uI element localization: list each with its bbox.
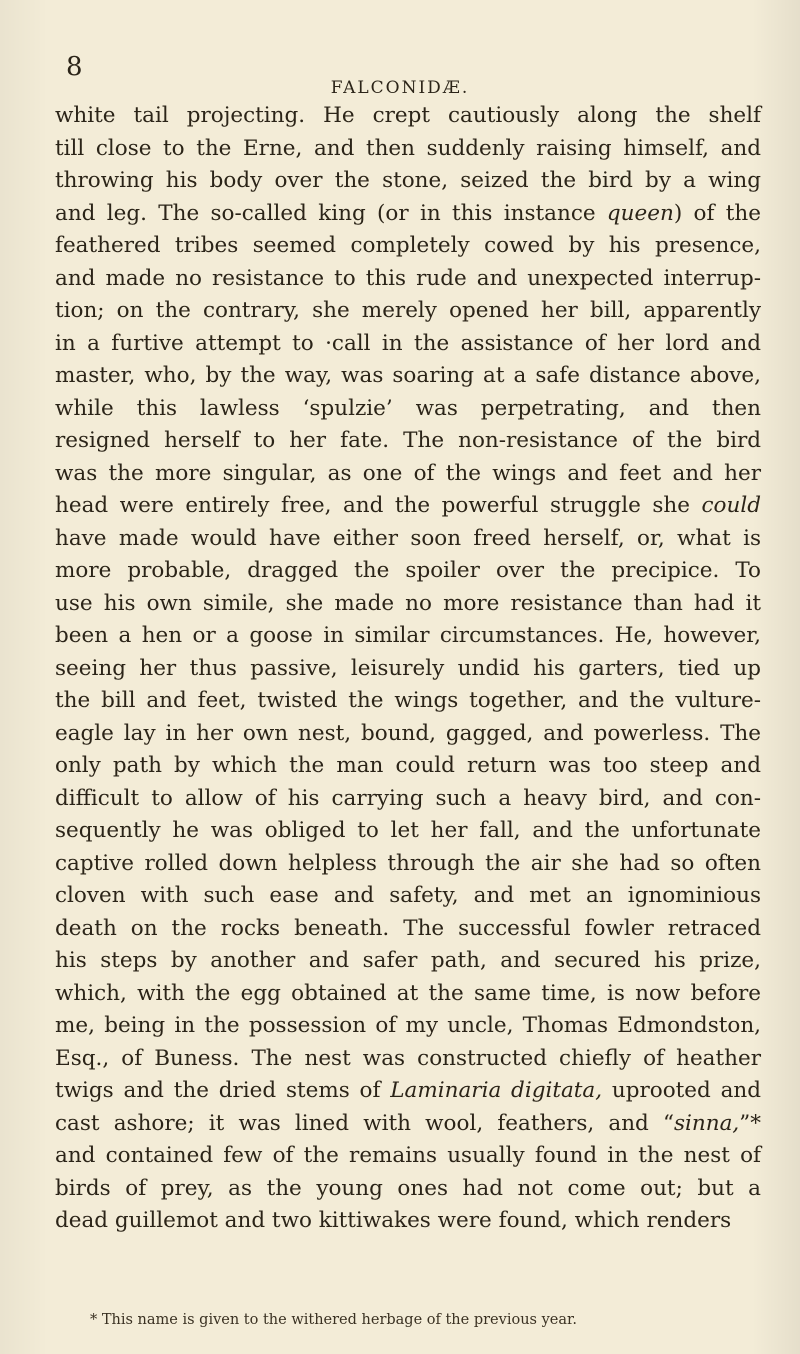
text-line bbox=[55, 360, 761, 393]
text-line bbox=[55, 295, 761, 328]
text-segment: cast ashore; it was lined with wool, feathers, and “ bbox=[55, 1110, 674, 1136]
text-segment: dead guillemot and two kittiwakes were found, which renders bbox=[55, 1208, 732, 1233]
text-line bbox=[55, 393, 761, 426]
text-line bbox=[55, 100, 761, 133]
text-segment: throwing his body over the stone, seized the bird by a wing bbox=[55, 168, 761, 193]
text-line bbox=[55, 588, 761, 621]
text-segment: uprooted and bbox=[602, 1078, 762, 1103]
text-segment: twigs and the dried stems of bbox=[55, 1078, 391, 1103]
text-line bbox=[55, 945, 761, 978]
text-line bbox=[55, 165, 761, 198]
text-segment: his steps by another and safer path, and secured his prize, bbox=[55, 948, 761, 973]
text-segment: cloven with such ease and safety, and met an ignominious bbox=[55, 883, 761, 908]
text-segment: use his own simile, she made no more resistance than had it bbox=[55, 590, 761, 616]
text-line bbox=[55, 750, 761, 783]
page-number: 8 bbox=[66, 52, 83, 82]
text-line bbox=[55, 133, 761, 166]
italic-text: could bbox=[701, 493, 761, 518]
italic-text: sinna, bbox=[673, 1110, 740, 1136]
text-segment: me, being in the possession of my uncle, Thomas Edmondston, bbox=[55, 1013, 761, 1038]
text-segment: eagle lay in her own nest, bound, gagged, and powerless. The bbox=[55, 720, 761, 746]
text-segment: more probable, dragged the spoiler over the precipice. To bbox=[55, 558, 761, 583]
text-segment: ) of the bbox=[673, 200, 761, 226]
text-line bbox=[55, 685, 761, 718]
text-segment: death on the rocks beneath. The successful fowler retraced bbox=[55, 915, 761, 941]
text-segment: was the more singular, as one of the wings and feet and her bbox=[55, 460, 761, 486]
text-line bbox=[55, 620, 761, 653]
text-segment: head were entirely free, and the powerful struggle she bbox=[55, 493, 702, 518]
text-line bbox=[55, 198, 761, 231]
text-line bbox=[55, 718, 761, 751]
body-text bbox=[55, 100, 761, 1238]
text-line bbox=[55, 1205, 761, 1238]
text-segment: ”* bbox=[739, 1110, 761, 1136]
text-segment: master, who, by the way, was soaring at a safe distance above, bbox=[55, 363, 761, 388]
text-line bbox=[55, 1140, 761, 1173]
running-head: FALCONIDÆ. bbox=[330, 78, 470, 98]
text-segment: and leg. The so-called king (or in this instance bbox=[55, 200, 607, 226]
text-segment: Esq., of Buness. The nest was constructed chiefly of heather bbox=[55, 1045, 761, 1071]
text-segment: tion; on the contrary, she merely opened her bill, apparently bbox=[55, 298, 761, 323]
text-line bbox=[55, 848, 761, 881]
text-segment: and contained few of the remains usually found in the nest of bbox=[55, 1143, 761, 1168]
text-segment: while this lawless ‘spulzie’ was perpetrating, and then bbox=[55, 395, 761, 421]
text-line bbox=[55, 1043, 761, 1076]
text-segment: birds of prey, as the young ones had not come out; but a bbox=[55, 1175, 761, 1201]
text-segment: in a furtive attempt to ·call in the assistance of her lord and bbox=[55, 330, 761, 356]
text-segment: only path by which the man could return was too steep and bbox=[55, 753, 761, 778]
text-segment: captive rolled down helpless through the air she had so often bbox=[55, 850, 761, 876]
text-line bbox=[55, 263, 761, 296]
text-segment: sequently he was obliged to let her fall, and the unfortunate bbox=[55, 818, 761, 843]
text-segment: the bill and feet, twisted the wings together, and the vulture- bbox=[55, 688, 761, 713]
text-line bbox=[55, 978, 761, 1011]
text-segment: difficult to allow of his carrying such a heavy bird, and con- bbox=[55, 785, 761, 811]
text-segment: been a hen or a goose in similar circumstances. He, however, bbox=[55, 623, 761, 648]
page-header bbox=[0, 52, 800, 98]
text-segment: and made no resistance to this rude and unexpected interrup- bbox=[55, 265, 761, 291]
text-segment: resigned herself to her fate. The non-resistance of the bird bbox=[55, 428, 761, 453]
text-segment: white tail projecting. He crept cautiously along the shelf bbox=[55, 103, 761, 128]
text-line bbox=[55, 523, 761, 556]
text-segment: which, with the egg obtained at the same time, is now before bbox=[55, 980, 761, 1006]
text-line bbox=[55, 1108, 761, 1141]
text-line bbox=[55, 490, 761, 523]
text-segment: seeing her thus passive, leisurely undid his garters, tied up bbox=[55, 655, 761, 681]
text-line bbox=[55, 1010, 761, 1043]
text-line bbox=[55, 880, 761, 913]
text-line bbox=[55, 653, 761, 686]
text-segment: have made would have either soon freed herself, or, what is bbox=[55, 525, 761, 551]
text-line bbox=[55, 1075, 761, 1108]
italic-text: queen bbox=[606, 200, 674, 226]
italic-text: Laminaria digitata, bbox=[390, 1078, 603, 1103]
text-line bbox=[55, 425, 761, 458]
text-line bbox=[55, 783, 761, 816]
footnote: * This name is given to the withered herbage of the previous year. bbox=[90, 1312, 577, 1328]
text-line bbox=[55, 555, 761, 588]
text-line bbox=[55, 458, 761, 491]
text-line bbox=[55, 815, 761, 848]
text-line bbox=[55, 1173, 761, 1206]
text-segment: till close to the Erne, and then suddenly raising himself, and bbox=[55, 135, 761, 161]
text-line bbox=[55, 230, 761, 263]
text-segment: feathered tribes seemed completely cowed by his presence, bbox=[55, 233, 761, 258]
text-line bbox=[55, 328, 761, 361]
text-line bbox=[55, 913, 761, 946]
